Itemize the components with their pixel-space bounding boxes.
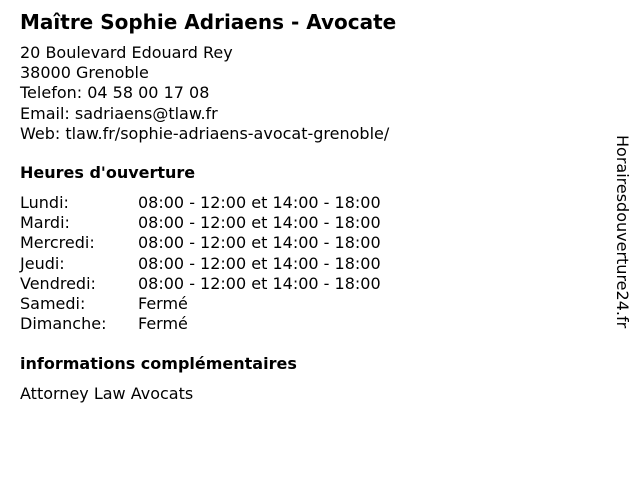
day-label: Dimanche: xyxy=(20,314,107,334)
hours-row-friday xyxy=(20,274,381,294)
day-hours: 08:00 - 12:00 et 14:00 - 18:00 xyxy=(138,193,381,212)
hours-table xyxy=(20,193,381,334)
day-hours: 08:00 - 12:00 et 14:00 - 18:00 xyxy=(138,213,381,233)
day-hours: Fermé xyxy=(138,294,188,314)
hours-row-thursday xyxy=(20,254,381,274)
page-title: Maître Sophie Adriaens - Avocate xyxy=(20,10,397,34)
site-brand-vertical: Horairesdouverture24.fr xyxy=(613,135,632,329)
day-hours: 08:00 - 12:00 et 14:00 - 18:00 xyxy=(138,253,381,273)
hours-heading: Heures d'ouverture xyxy=(20,163,196,182)
phone-line: Telefon: 04 58 00 17 08 xyxy=(20,83,210,103)
day-hours: Fermé xyxy=(138,314,188,334)
hours-row-monday xyxy=(20,193,381,213)
info-heading: informations complémentaires xyxy=(20,354,297,373)
email-line: Email: sadriaens@tlaw.fr xyxy=(20,103,218,123)
address-street: 20 Boulevard Edouard Rey xyxy=(20,43,233,62)
day-label: Vendredi: xyxy=(20,273,96,293)
day-label: Lundi: xyxy=(20,193,69,212)
day-label: Jeudi: xyxy=(20,253,65,273)
info-text: Attorney Law Avocats xyxy=(20,384,194,403)
hours-row-saturday xyxy=(20,294,381,314)
contact-block xyxy=(20,43,389,144)
hours-row-tuesday xyxy=(20,213,381,233)
hours-row-wednesday xyxy=(20,233,381,253)
web-line: Web: tlaw.fr/sophie-adriaens-avocat-grenoble/ xyxy=(20,123,390,143)
day-label: Mercredi: xyxy=(20,233,95,253)
hours-row-sunday xyxy=(20,314,381,334)
day-label: Samedi: xyxy=(20,294,86,314)
day-hours: 08:00 - 12:00 et 14:00 - 18:00 xyxy=(138,273,381,293)
day-hours: 08:00 - 12:00 et 14:00 - 18:00 xyxy=(138,233,381,253)
day-label: Mardi: xyxy=(20,213,70,233)
address-city: 38000 Grenoble xyxy=(20,63,149,83)
